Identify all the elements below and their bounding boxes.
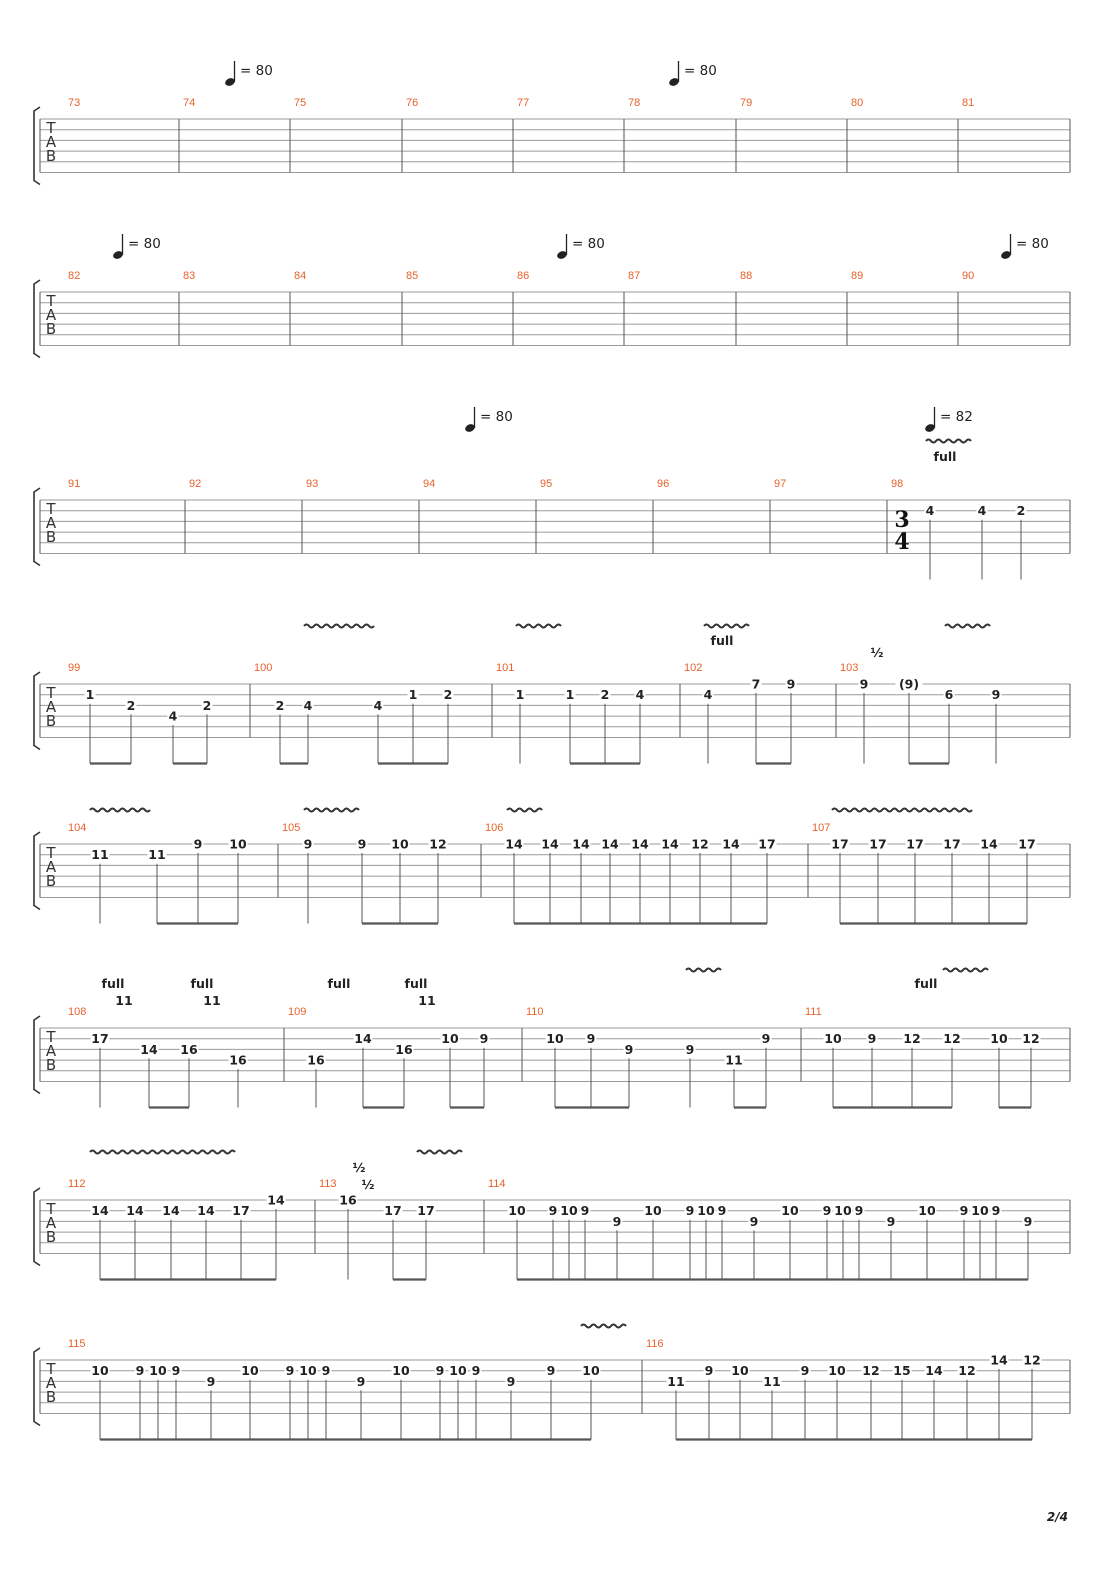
- fret-number: 9: [991, 1203, 1001, 1219]
- vibrato-mark: [304, 625, 374, 628]
- measure-number: 77: [517, 97, 530, 109]
- tempo-value: = 80: [1016, 236, 1049, 252]
- tab-clef-letter: A: [45, 133, 57, 151]
- fret-number: 14: [631, 836, 649, 852]
- fret-number: 12: [958, 1363, 976, 1379]
- vibrato-mark: [945, 625, 990, 628]
- vibrato-mark: [943, 969, 988, 972]
- fret-number: 12: [862, 1363, 880, 1379]
- fret-number: 16: [339, 1192, 357, 1208]
- fret-number: 9: [854, 1203, 864, 1219]
- measure-number: 110: [526, 1006, 544, 1018]
- measure-number: 113: [319, 1178, 337, 1190]
- fret-number: 4: [977, 503, 987, 519]
- tab-clef-letter: B: [45, 1388, 57, 1406]
- fret-number: 14: [661, 836, 679, 852]
- tab-clef-letter: T: [46, 292, 56, 310]
- system-bracket: [34, 488, 40, 566]
- fret-number: 17: [417, 1203, 435, 1219]
- vibrato-mark: [304, 809, 359, 812]
- bend-label: full: [914, 976, 938, 991]
- tab-clef-letter: B: [45, 147, 57, 165]
- fret-number: 4: [373, 697, 383, 713]
- tempo-value: = 82: [940, 409, 973, 425]
- measure-number: 93: [306, 478, 319, 490]
- system-bracket: [34, 107, 40, 185]
- measure-number: 107: [812, 822, 831, 834]
- fret-number: 10: [824, 1031, 842, 1047]
- fret-number: 9: [321, 1363, 331, 1379]
- fret-number: 17: [943, 836, 961, 852]
- bend-label: full: [101, 976, 125, 991]
- vibrato-mark: [926, 440, 971, 443]
- vibrato-mark: [90, 809, 150, 812]
- fret-number: 10: [697, 1203, 715, 1219]
- fret-number: 9: [471, 1363, 481, 1379]
- fret-number: 17: [906, 836, 924, 852]
- tempo-mark: [556, 234, 605, 260]
- bend-label: 11: [203, 993, 221, 1008]
- bend-label: 11: [418, 993, 436, 1008]
- fret-number: 9: [580, 1203, 590, 1219]
- fret-number: 9: [704, 1363, 714, 1379]
- fret-number: 14: [990, 1352, 1008, 1368]
- bend-label: full: [933, 449, 957, 464]
- fret-number: 7: [751, 676, 761, 692]
- measure-number: 97: [774, 478, 787, 490]
- fret-number: 9: [193, 836, 203, 852]
- fret-number: 12: [429, 836, 447, 852]
- fret-number: 4: [168, 708, 178, 724]
- fret-number: 9: [786, 676, 796, 692]
- fret-number: 4: [703, 687, 713, 703]
- bend-label: full: [327, 976, 351, 991]
- fret-number: 17: [384, 1203, 402, 1219]
- tempo-mark: [224, 61, 273, 87]
- fret-number: 17: [831, 836, 849, 852]
- measure-number: 98: [891, 478, 904, 490]
- tab-clef-letter: B: [45, 320, 57, 338]
- fret-number: 9: [624, 1041, 634, 1057]
- fret-number: 16: [395, 1041, 413, 1057]
- fret-number: 10: [828, 1363, 846, 1379]
- fret-number: 9: [548, 1203, 558, 1219]
- fret-number: 9: [800, 1363, 810, 1379]
- measure-number: 81: [962, 97, 975, 109]
- tab-clef-letter: T: [46, 500, 56, 518]
- bend-label: full: [190, 976, 214, 991]
- measure-number: 91: [68, 478, 81, 490]
- fret-number: 10: [392, 1363, 410, 1379]
- fret-number: 17: [1018, 836, 1036, 852]
- tempo-value: = 80: [128, 236, 161, 252]
- fret-number: 2: [600, 687, 610, 703]
- measure-number: 99: [68, 662, 81, 674]
- fret-number: 9: [586, 1031, 596, 1047]
- bend-label: 11: [115, 993, 133, 1008]
- bend-label: ½: [361, 1177, 375, 1192]
- tab-system: [34, 1151, 1070, 1280]
- tab-clef-letter: B: [45, 872, 57, 890]
- time-signature-top: 3: [894, 507, 910, 533]
- fret-number: 17: [91, 1031, 109, 1047]
- measure-number: 112: [68, 1178, 86, 1190]
- measure-number: 104: [68, 822, 87, 834]
- tab-clef-letter: A: [45, 858, 57, 876]
- fret-number: 9: [303, 836, 313, 852]
- fret-number: 9: [761, 1031, 771, 1047]
- fret-number: 9: [357, 836, 367, 852]
- tab-clef-letter: B: [45, 1228, 57, 1246]
- fret-number: 9: [859, 676, 869, 692]
- measure-number: 106: [485, 822, 504, 834]
- measure-number: 80: [851, 97, 864, 109]
- tempo-value: = 80: [480, 409, 513, 425]
- fret-number: 4: [635, 687, 645, 703]
- fret-number: 12: [943, 1031, 961, 1047]
- fret-number: 10: [990, 1031, 1008, 1047]
- tab-clef-letter: T: [46, 1360, 56, 1378]
- fret-number: 9: [886, 1213, 896, 1229]
- fret-number: 9: [206, 1373, 216, 1389]
- fret-number: 10: [508, 1203, 526, 1219]
- fret-number: 9: [506, 1373, 516, 1389]
- vibrato-mark: [832, 809, 972, 812]
- fret-number: 16: [229, 1052, 247, 1068]
- fret-number: 9: [612, 1213, 622, 1229]
- fret-number: 9: [356, 1373, 366, 1389]
- fret-number: 10: [971, 1203, 989, 1219]
- fret-number: 14: [572, 836, 590, 852]
- fret-number: 10: [560, 1203, 578, 1219]
- measure-number: 75: [294, 97, 307, 109]
- fret-number: 17: [869, 836, 887, 852]
- fret-number: 10: [91, 1363, 109, 1379]
- fret-number: 1: [515, 687, 525, 703]
- bend-label: full: [404, 976, 428, 991]
- tab-system: [34, 440, 1070, 580]
- system-bracket: [34, 672, 40, 750]
- tab-system: [34, 270, 1070, 358]
- fret-number: 9: [171, 1363, 181, 1379]
- fret-number: 2: [202, 697, 212, 713]
- fret-number: 1: [85, 687, 95, 703]
- tab-system: [34, 625, 1070, 764]
- fret-number: 6: [944, 687, 954, 703]
- vibrato-mark: [686, 969, 721, 972]
- fret-number: 9: [135, 1363, 145, 1379]
- fret-number: 10: [918, 1203, 936, 1219]
- fret-number: 11: [763, 1373, 781, 1389]
- measure-number: 78: [628, 97, 641, 109]
- tab-clef-letter: A: [45, 1214, 57, 1232]
- bend-label: ½: [870, 645, 884, 660]
- tab-clef-letter: T: [46, 1028, 56, 1046]
- tab-clef-letter: B: [45, 1056, 57, 1074]
- tempo-mark: [1000, 234, 1049, 260]
- tab-clef-letter: B: [45, 712, 57, 730]
- fret-number: 15: [893, 1363, 911, 1379]
- measure-number: 102: [684, 662, 703, 674]
- fret-number: 10: [781, 1203, 799, 1219]
- measure-number: 74: [183, 97, 196, 109]
- fret-number: 9: [822, 1203, 832, 1219]
- measure-number: 89: [851, 270, 864, 282]
- tempo-value: = 80: [572, 236, 605, 252]
- vibrato-mark: [516, 625, 561, 628]
- fret-number: 12: [691, 836, 709, 852]
- fret-number: 12: [903, 1031, 921, 1047]
- measure-number: 92: [189, 478, 202, 490]
- page-number: 2/4: [1046, 1510, 1068, 1524]
- fret-number: 2: [126, 697, 136, 713]
- vibrato-mark: [581, 1325, 626, 1328]
- measure-number: 79: [740, 97, 753, 109]
- fret-number: 9: [479, 1031, 489, 1047]
- fret-number: 9: [685, 1041, 695, 1057]
- fret-number: 14: [541, 836, 559, 852]
- fret-number: 10: [644, 1203, 662, 1219]
- fret-number: 14: [126, 1203, 144, 1219]
- tab-system: [34, 809, 1070, 924]
- measure-number: 100: [254, 662, 273, 674]
- tempo-mark: [112, 234, 161, 260]
- system-bracket: [34, 280, 40, 358]
- fret-number: 4: [303, 697, 313, 713]
- fret-number: 1: [408, 687, 418, 703]
- measure-number: 73: [68, 97, 81, 109]
- tab-clef-letter: A: [45, 1374, 57, 1392]
- measure-number: 105: [282, 822, 301, 834]
- measure-number: 85: [406, 270, 419, 282]
- tab-clef-letter: A: [45, 698, 57, 716]
- fret-number: 9: [1023, 1213, 1033, 1229]
- fret-number: 10: [391, 836, 409, 852]
- measure-number: 82: [68, 270, 81, 282]
- fret-number: 14: [267, 1192, 285, 1208]
- system-bracket: [34, 832, 40, 910]
- measure-number: 94: [423, 478, 436, 490]
- vibrato-mark: [417, 1151, 462, 1154]
- fret-number: 14: [140, 1041, 158, 1057]
- measure-number: 96: [657, 478, 670, 490]
- vibrato-mark: [90, 1151, 235, 1154]
- fret-number: 10: [241, 1363, 259, 1379]
- measure-number: 87: [628, 270, 641, 282]
- fret-number: 9: [867, 1031, 877, 1047]
- fret-number: 9: [991, 687, 1001, 703]
- fret-number: 14: [925, 1363, 943, 1379]
- fret-number: 16: [180, 1041, 198, 1057]
- measure-number: 86: [517, 270, 530, 282]
- fret-number: 10: [731, 1363, 749, 1379]
- tempo-mark: [924, 407, 973, 433]
- fret-number: 9: [749, 1213, 759, 1229]
- fret-number: 4: [925, 503, 935, 519]
- fret-number: 10: [229, 836, 247, 852]
- tab-clef-letter: T: [46, 1200, 56, 1218]
- measure-number: 109: [288, 1006, 307, 1018]
- fret-number: 9: [435, 1363, 445, 1379]
- tab-clef-letter: T: [46, 844, 56, 862]
- measure-number: 108: [68, 1006, 87, 1018]
- measure-number: 111: [805, 1006, 822, 1018]
- vibrato-mark: [704, 625, 749, 628]
- fret-number: 2: [443, 687, 453, 703]
- measure-number: 76: [406, 97, 419, 109]
- fret-number: 9: [685, 1203, 695, 1219]
- tab-clef-letter: A: [45, 514, 57, 532]
- fret-number: (9): [898, 676, 920, 692]
- fret-number: 14: [505, 836, 523, 852]
- fret-number: 11: [667, 1373, 685, 1389]
- fret-number: 14: [601, 836, 619, 852]
- fret-number: 17: [232, 1203, 250, 1219]
- fret-number: 9: [546, 1363, 556, 1379]
- vibrato-mark: [507, 809, 542, 812]
- fret-number: 10: [149, 1363, 167, 1379]
- fret-number: 14: [91, 1203, 109, 1219]
- fret-number: 11: [725, 1052, 743, 1068]
- measure-number: 90: [962, 270, 975, 282]
- bend-label: ½: [352, 1160, 366, 1175]
- fret-number: 16: [307, 1052, 325, 1068]
- fret-number: 14: [197, 1203, 215, 1219]
- fret-number: 12: [1023, 1352, 1041, 1368]
- measure-number: 114: [488, 1178, 506, 1190]
- time-signature-bottom: 4: [894, 529, 910, 555]
- fret-number: 9: [285, 1363, 295, 1379]
- fret-number: 10: [546, 1031, 564, 1047]
- measure-number: 103: [840, 662, 859, 674]
- measure-number: 88: [740, 270, 753, 282]
- tempo-mark: [464, 407, 513, 433]
- fret-number: 2: [1016, 503, 1026, 519]
- tab-clef-letter: A: [45, 306, 57, 324]
- fret-number: 10: [441, 1031, 459, 1047]
- tempo-value: = 80: [684, 63, 717, 79]
- fret-number: 9: [959, 1203, 969, 1219]
- fret-number: 11: [148, 847, 166, 863]
- measure-number: 116: [646, 1338, 664, 1350]
- fret-number: 14: [162, 1203, 180, 1219]
- tab-clef-letter: T: [46, 119, 56, 137]
- tab-system: [34, 1325, 1070, 1440]
- tempo-value: = 80: [240, 63, 273, 79]
- fret-number: 10: [834, 1203, 852, 1219]
- system-bracket: [34, 1348, 40, 1426]
- tab-clef-letter: A: [45, 1042, 57, 1060]
- system-bracket: [34, 1188, 40, 1266]
- fret-number: 14: [722, 836, 740, 852]
- fret-number: 14: [980, 836, 998, 852]
- tempo-mark: [668, 61, 717, 87]
- fret-number: 10: [449, 1363, 467, 1379]
- bend-label: full: [710, 633, 734, 648]
- fret-number: 14: [354, 1031, 372, 1047]
- fret-number: 17: [758, 836, 776, 852]
- system-bracket: [34, 1016, 40, 1094]
- tab-system: [34, 969, 1070, 1108]
- fret-number: 9: [717, 1203, 727, 1219]
- tab-system: [34, 97, 1070, 185]
- fret-number: 1: [565, 687, 575, 703]
- fret-number: 2: [275, 697, 285, 713]
- tab-clef-letter: B: [45, 528, 57, 546]
- measure-number: 101: [496, 662, 515, 674]
- fret-number: 12: [1022, 1031, 1040, 1047]
- fret-number: 11: [91, 847, 109, 863]
- measure-number: 84: [294, 270, 307, 282]
- measure-number: 115: [68, 1338, 86, 1350]
- measure-number: 95: [540, 478, 553, 490]
- measure-number: 83: [183, 270, 196, 282]
- fret-number: 10: [582, 1363, 600, 1379]
- tab-clef-letter: T: [46, 684, 56, 702]
- fret-number: 10: [299, 1363, 317, 1379]
